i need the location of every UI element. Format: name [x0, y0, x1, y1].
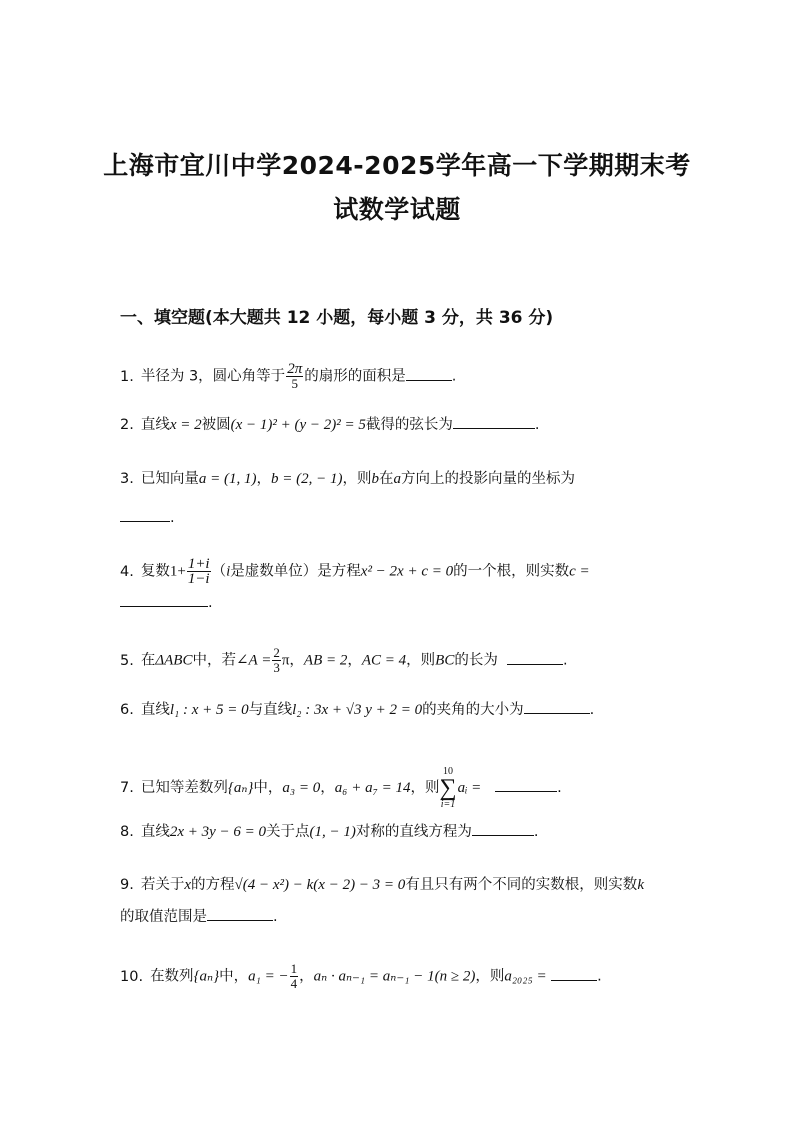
question-8: 8. 直线2x + 3y − 6 = 0关于点(1, − 1)对称的直线方程为 . — [120, 821, 539, 842]
fraction: $\frac{2}{3}$ — [273, 645, 280, 675]
answer-blank[interactable] — [453, 414, 535, 429]
question-2: 2. 直线x = 2被圆(x − 1)² + (y − 2)² = 5截得的弦长为 . — [120, 414, 540, 435]
question-9-continued: 的取值范围是 . — [120, 906, 278, 927]
answer-blank[interactable] — [406, 366, 452, 381]
document-title-line-1: 上海市宜川中学2024-2025学年高一下学期期末考 — [103, 151, 691, 180]
fraction: $\frac{2\pi}{5}$ — [287, 361, 303, 391]
answer-blank[interactable] — [507, 650, 563, 665]
summation-sign: 10 ∑ i=1 — [439, 766, 457, 810]
question-3-continued: . — [120, 507, 175, 528]
answer-blank[interactable] — [524, 699, 590, 714]
answer-blank[interactable] — [472, 821, 534, 836]
question-10: 10. 在数列{aₙ}中，a₁ = − $\frac{1}{4}$ ，aₙ · aₙ₋₁ = aₙ₋₁ − 1(n ≥ 2)，则a₂₀₂₅ = . — [120, 961, 602, 991]
fraction: $\frac{1+i}{1-i}$ — [187, 556, 210, 587]
answer-blank[interactable] — [120, 507, 170, 522]
question-1: 1. 半径为 3，圆心角等于 $\frac{2\pi}{5}$ 的扇形的面积是 . — [120, 361, 457, 391]
question-3: 3. 已知向量a = (1, 1)，b = (2, − 1)，则b在a方向上的投影向量的坐标为 — [120, 471, 575, 487]
question-4: 4. 复数1+ $\frac{1+i}{1-i}$ （i是虚数单位）是方程x² − 2x + c = 0的一个根，则实数c = — [120, 556, 590, 587]
answer-blank[interactable] — [495, 777, 557, 792]
question-7: 7. 已知等差数列{aₙ}中，a₃ = 0，a₆ + a₇ = 14，则 10 ∑ i=1 aᵢ = . — [120, 766, 562, 810]
answer-blank[interactable] — [207, 906, 273, 921]
question-5: 5. 在ΔABC中，若∠A = $\frac{2}{3}$ π，AB = 2，AC = 4，则BC的长为 . — [120, 645, 568, 675]
answer-blank[interactable] — [551, 966, 597, 981]
fraction: $\frac{1}{4}$ — [290, 961, 298, 991]
answer-blank[interactable] — [120, 592, 208, 607]
question-4-continued: . — [120, 592, 213, 613]
section-heading: 一、填空题(本大题共 12 小题，每小题 3 分，共 36 分) — [120, 308, 554, 328]
document-title-line-2: 试数学试题 — [333, 195, 461, 224]
question-6: 6. 直线l₁ : x + 5 = 0与直线l₂ : 3x + √3 y + 2 = 0的夹角的大小为 . — [120, 699, 594, 720]
question-9: 9. 若关于x的方程√(4 − x²) − k(x − 2) − 3 = 0有且只有两个不同的实数根，则实数k — [120, 877, 644, 893]
